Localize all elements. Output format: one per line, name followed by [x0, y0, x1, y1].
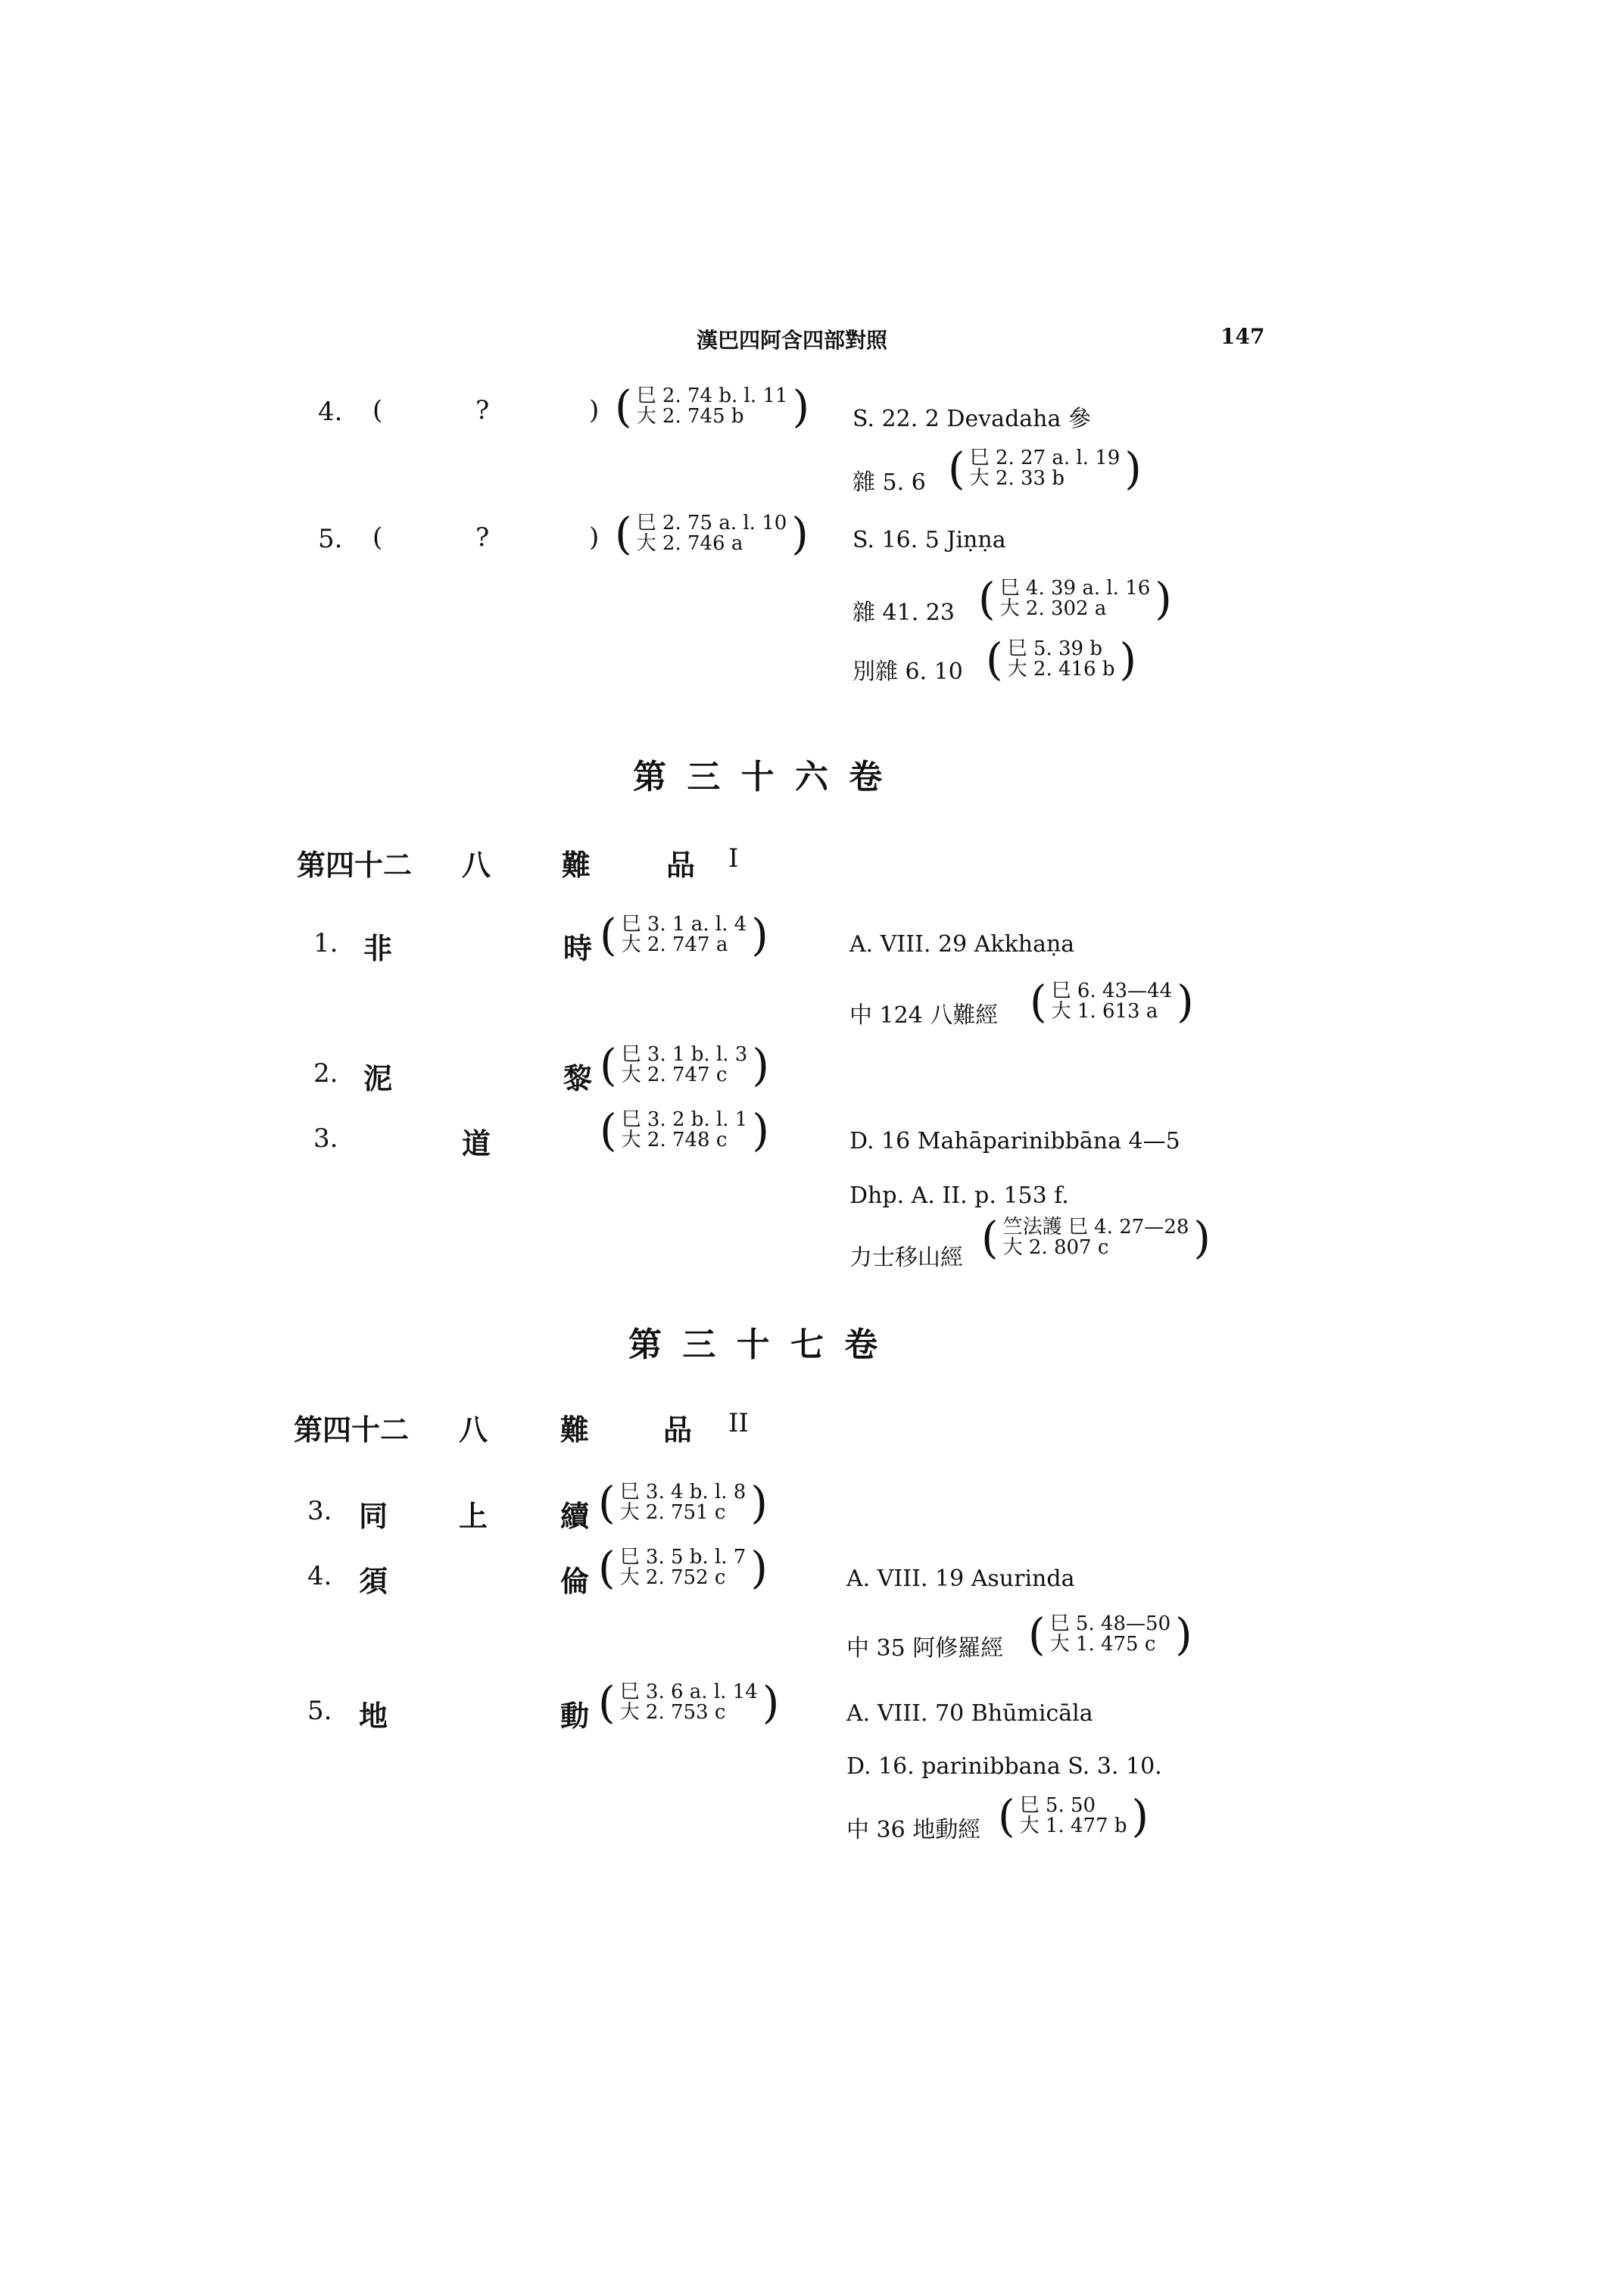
chinese-edition-ref: ( 巳 3. 2 b. l. 1 大 2. 748 c )	[600, 1104, 769, 1156]
ref-line-1: 巳 6. 43—44	[1051, 979, 1173, 1002]
ref-line-1: 巳 3. 1 a. l. 4	[621, 912, 747, 936]
ref-line-2: 大 2. 33 b	[969, 467, 1064, 490]
ref-line-1: 巳 3. 4 b. l. 8	[619, 1480, 747, 1503]
open-paren: (	[372, 522, 383, 553]
parallel-ref: 力士移山經	[849, 1245, 963, 1271]
ref-line-1: 巳 2. 74 b. l. 11	[636, 384, 788, 407]
ref-line-1: 巳 4. 39 a. l. 16	[999, 576, 1151, 600]
sutra-title-char: 時	[563, 931, 593, 965]
parallel-ref: A. VIII. 29 Akkhaṇa	[849, 931, 1075, 958]
chinese-edition-ref: ( 巳 3. 1 b. l. 3 大 2. 747 c )	[600, 1039, 769, 1091]
parallel-ref: A. VIII. 70 Bhūmicāla	[846, 1700, 1093, 1727]
chapter-part: II	[728, 1408, 749, 1438]
sutra-title-char: 地	[359, 1699, 388, 1733]
sutra-title-char: 倫	[560, 1564, 590, 1598]
parallel-ref: 雜 5. 6	[853, 469, 926, 496]
chapter-title-char: 難	[560, 1413, 590, 1447]
parallel-ref-edition: ( 巳 5. 48—50 大 1. 475 c )	[1028, 1609, 1192, 1660]
ref-line-2: 大 2. 751 c	[619, 1501, 726, 1524]
chapter-number: 第四十二	[297, 848, 413, 882]
parallel-ref-edition: ( 巳 4. 39 a. l. 16 大 2. 302 a )	[978, 573, 1172, 625]
chapter-number: 第四十二	[294, 1413, 410, 1447]
ref-line-2: 大 2. 746 a	[636, 532, 743, 555]
ref-line-1: 巳 2. 27 a. l. 19	[969, 446, 1121, 469]
ref-line-1: 巳 2. 75 a. l. 10	[636, 511, 787, 534]
entry-number: 5.	[307, 1696, 332, 1726]
entry-number: 3.	[307, 1496, 332, 1526]
sutra-title-char: 道	[462, 1126, 491, 1161]
parallel-ref-edition: ( 竺法護 巳 4. 27—28 大 2. 807 c )	[981, 1212, 1211, 1263]
parallel-ref-edition: ( 巳 5. 50 大 1. 477 b )	[998, 1790, 1149, 1842]
sutra-title-char: 黎	[563, 1061, 593, 1095]
ref-line-2: 大 2. 753 c	[619, 1701, 726, 1724]
ref-line-2: 大 1. 477 b	[1019, 1815, 1127, 1837]
sutra-title-char: 同	[359, 1499, 388, 1533]
ref-line-1: 巳 3. 5 b. l. 7	[619, 1545, 747, 1569]
sutra-title-char: 續	[560, 1499, 590, 1533]
entry-number: 3.	[313, 1123, 338, 1154]
ref-line-2: 大 2. 747 a	[621, 933, 728, 956]
chapter-title-char: 八	[462, 848, 491, 882]
sutra-title-char: 上	[459, 1499, 488, 1533]
unknown-title-mark: ?	[475, 395, 490, 425]
parallel-ref: D. 16. parinibbana S. 3. 10.	[846, 1753, 1162, 1780]
parallel-ref: 中 36 地動經	[846, 1817, 981, 1843]
ref-line-1: 巳 3. 6 a. l. 14	[619, 1680, 758, 1703]
parallel-ref: 中 124 八難經	[849, 1002, 999, 1029]
close-paren: )	[589, 395, 600, 425]
chapter-title-char: 難	[562, 848, 591, 882]
chapter-title-char: 品	[663, 1413, 693, 1447]
parallel-ref: A. VIII. 19 Asurinda	[846, 1566, 1075, 1592]
ref-line-2: 大 2. 416 b	[1007, 658, 1115, 681]
running-title: 漢巴四阿含四部對照	[697, 328, 888, 353]
parallel-ref-edition: ( 巳 6. 43—44 大 1. 613 a )	[1030, 976, 1194, 1027]
parallel-ref-edition: ( 巳 2. 27 a. l. 19 大 2. 33 b )	[948, 443, 1142, 494]
chinese-edition-ref: ( 巳 3. 5 b. l. 7 大 2. 752 c )	[598, 1542, 768, 1594]
parallel-ref-edition: ( 巳 5. 39 b 大 2. 416 b )	[986, 634, 1137, 685]
open-paren: (	[372, 395, 383, 425]
entry-number: 5.	[318, 524, 343, 554]
chinese-edition-ref: ( 巳 2. 74 b. l. 11 大 2. 745 b )	[615, 381, 810, 432]
ref-line-2: 大 2. 302 a	[999, 597, 1107, 620]
ref-line-2: 大 2. 745 b	[636, 405, 744, 428]
ref-line-2: 大 2. 748 c	[621, 1129, 728, 1151]
parallel-ref: Dhp. A. II. p. 153 f.	[849, 1182, 1069, 1209]
sutra-title-char: 泥	[363, 1061, 393, 1095]
chapter-title-char: 品	[666, 848, 696, 882]
ref-line-1: 巳 5. 48—50	[1049, 1612, 1171, 1635]
sutra-title-char: 須	[359, 1564, 388, 1598]
chinese-edition-ref: ( 巳 3. 6 a. l. 14 大 2. 753 c )	[598, 1677, 780, 1728]
close-paren: )	[589, 522, 600, 553]
chinese-edition-ref: ( 巳 2. 75 a. l. 10 大 2. 746 a )	[615, 508, 809, 559]
parallel-ref: 中 35 阿修羅經	[846, 1635, 1004, 1662]
entry-number: 4.	[318, 397, 343, 427]
sutra-title-char: 非	[363, 931, 393, 965]
parallel-ref: S. 22. 2 Devadaha 參	[853, 406, 1091, 432]
ref-line-1: 竺法護 巳 4. 27—28	[1002, 1215, 1189, 1238]
ref-line-2: 大 1. 613 a	[1051, 1000, 1158, 1023]
ref-line-1: 巳 3. 2 b. l. 1	[621, 1108, 748, 1131]
ref-line-2: 大 2. 807 c	[1002, 1236, 1109, 1259]
ref-line-1: 巳 5. 50	[1019, 1793, 1096, 1817]
entry-number: 4.	[307, 1561, 332, 1591]
parallel-ref: D. 16 Mahāparinibbāna 4—5	[849, 1128, 1180, 1154]
page-number: 147	[1220, 324, 1265, 349]
parallel-ref: 雜 41. 23	[853, 600, 955, 626]
ref-line-2: 大 1. 475 c	[1049, 1633, 1156, 1656]
parallel-ref: S. 16. 5 Jiṇṇa	[853, 527, 1006, 553]
entry-number: 1.	[313, 928, 338, 958]
parallel-ref: 別雜 6. 10	[853, 659, 963, 685]
volume-heading: 第 三 十 六 卷	[633, 758, 887, 796]
chapter-title-char: 八	[459, 1413, 488, 1447]
sutra-title-char: 動	[560, 1699, 590, 1733]
unknown-title-mark: ?	[475, 522, 490, 553]
entry-number: 2.	[313, 1058, 338, 1089]
chinese-edition-ref: ( 巳 3. 4 b. l. 8 大 2. 751 c )	[598, 1477, 768, 1528]
volume-heading: 第 三 十 七 卷	[628, 1326, 883, 1364]
ref-line-1: 巳 5. 39 b	[1007, 637, 1102, 660]
ref-line-2: 大 2. 747 c	[621, 1064, 728, 1086]
chinese-edition-ref: ( 巳 3. 1 a. l. 4 大 2. 747 a )	[600, 909, 768, 961]
ref-line-2: 大 2. 752 c	[619, 1566, 726, 1589]
chapter-part: I	[728, 843, 739, 874]
ref-line-1: 巳 3. 1 b. l. 3	[621, 1042, 748, 1066]
